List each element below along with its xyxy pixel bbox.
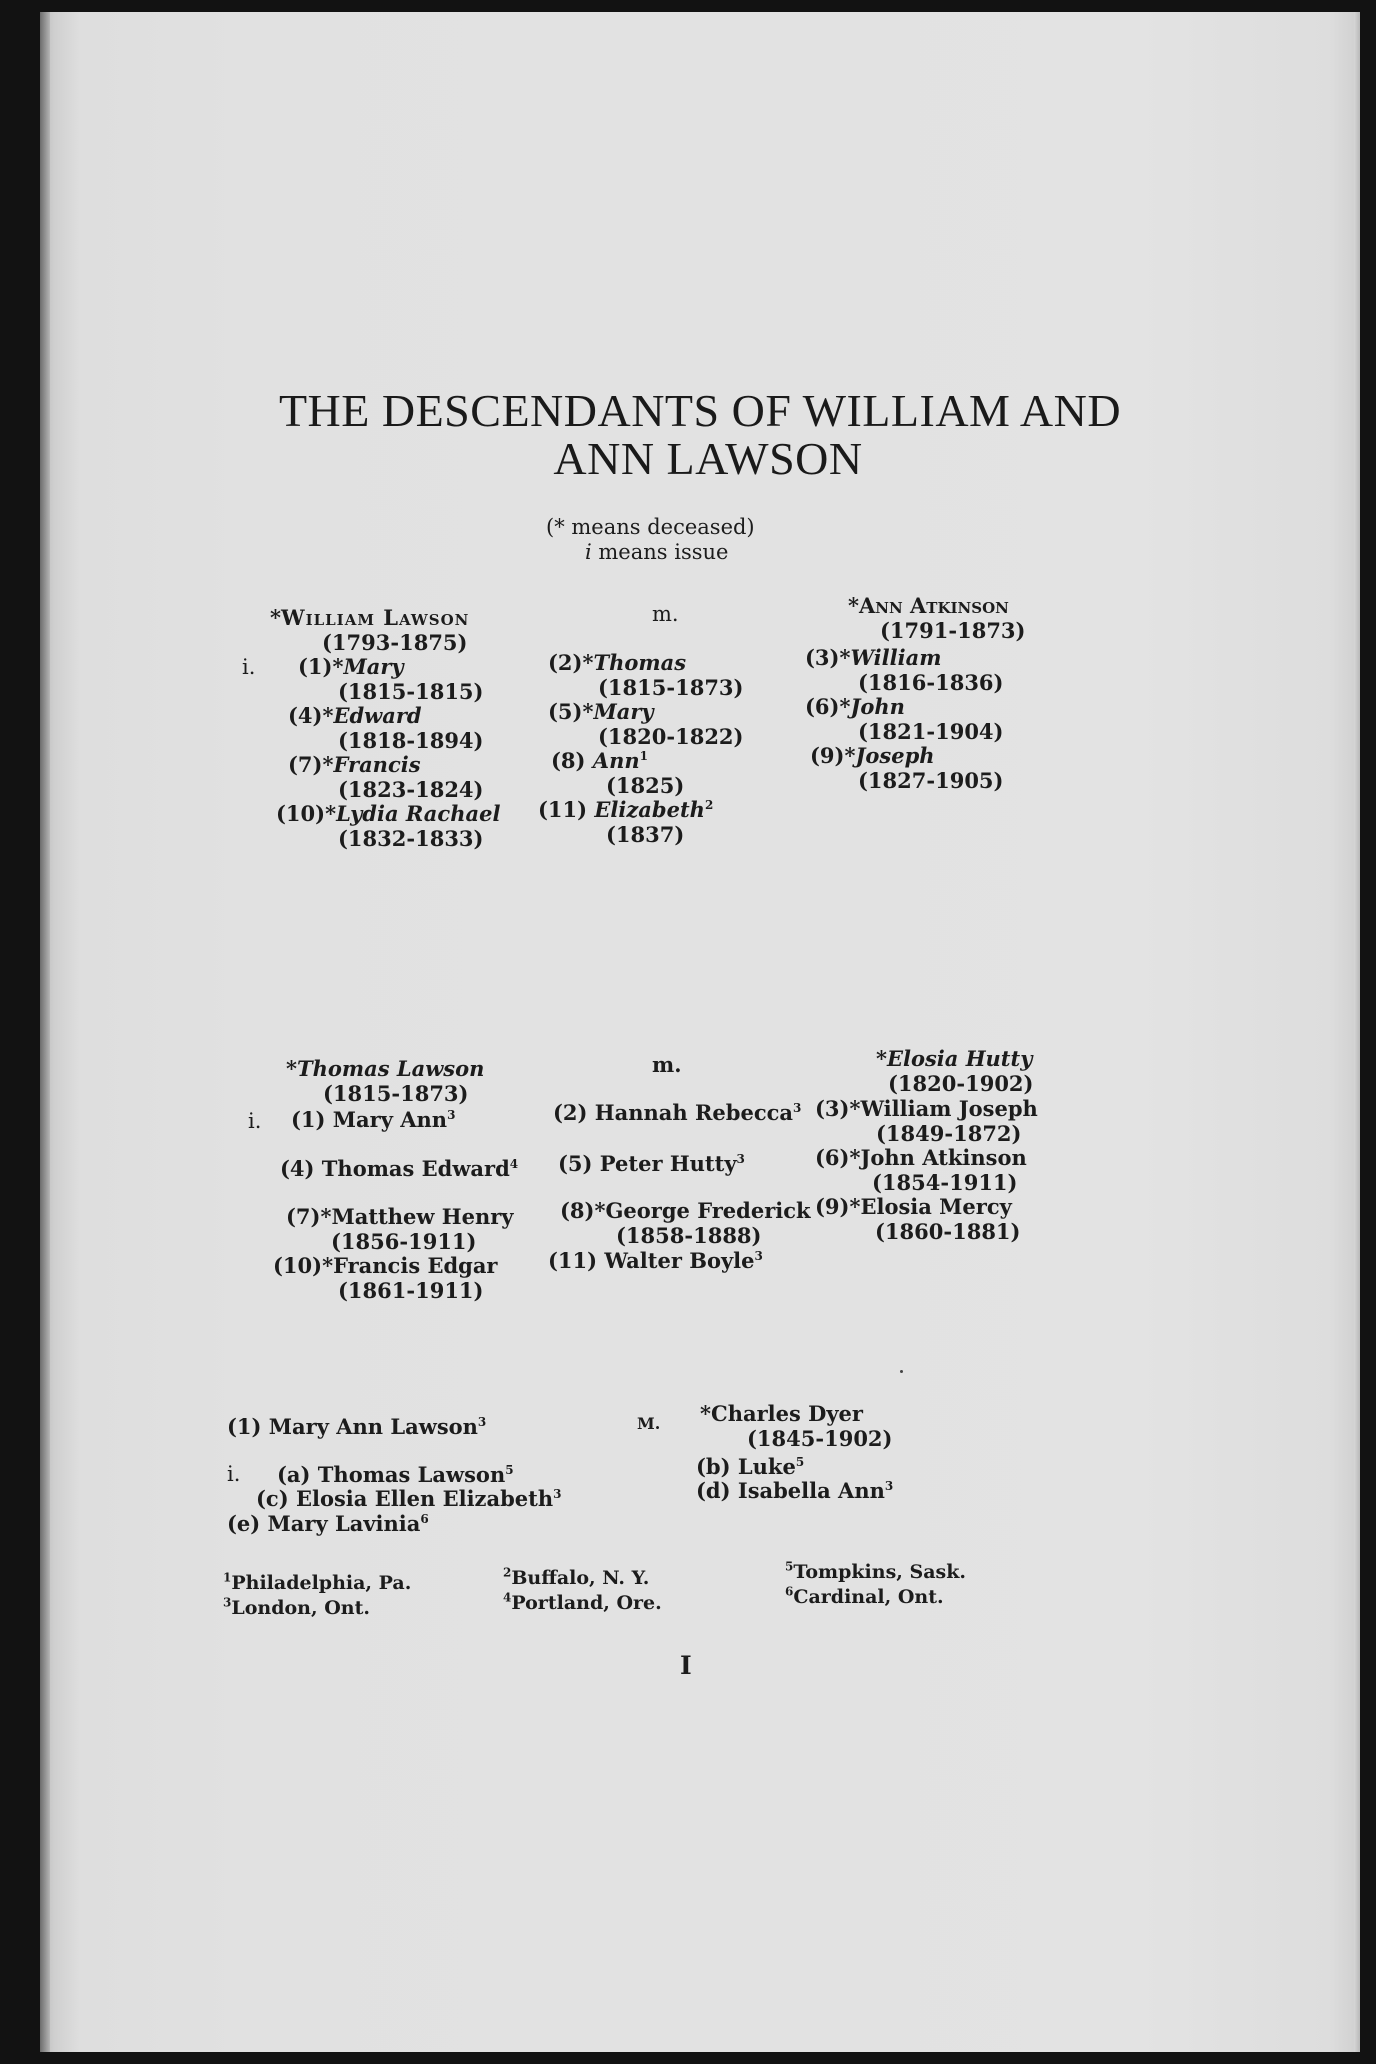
- child-name: Luke: [737, 1454, 796, 1479]
- child-name: John Atkinson: [860, 1145, 1027, 1170]
- footnote-ref: 5: [795, 1455, 805, 1469]
- child-number: (3)*: [815, 1096, 861, 1121]
- child-8: [551, 750, 648, 771]
- child-name: Isabella Ann: [737, 1478, 885, 1503]
- child-name: Joseph: [855, 743, 935, 768]
- footnote-4: [503, 1590, 662, 1614]
- wife-name: [848, 595, 1009, 616]
- child-6: [805, 696, 905, 717]
- child-1: [298, 656, 404, 677]
- child-name: Ann: [592, 748, 640, 773]
- footnote-ref: 1: [639, 749, 648, 763]
- child-number: (7)*: [288, 752, 334, 777]
- legend-deceased: (* means deceased): [546, 515, 755, 539]
- child-name: Elosia Mercy: [860, 1194, 1012, 1219]
- child-number: (1): [291, 1107, 326, 1132]
- child-name: Hannah Rebecca: [594, 1100, 794, 1125]
- footnote-place: Philadelphia, Pa.: [231, 1572, 412, 1594]
- spouse-name: Mary Ann Lawson: [268, 1414, 478, 1439]
- child-9-years: (1860-1881): [875, 1219, 1021, 1244]
- footnote-number: 5: [785, 1559, 794, 1574]
- child-number: (b): [696, 1454, 731, 1479]
- child-10: [276, 803, 500, 824]
- footnote-6: [785, 1584, 944, 1608]
- child-number: (1)*: [298, 654, 344, 679]
- child-name: Elizabeth: [594, 797, 705, 822]
- deceased-star: *: [270, 605, 281, 630]
- child-name: John: [850, 694, 905, 719]
- child-number: (e): [227, 1511, 261, 1536]
- child-7-years: (1856-1911): [331, 1229, 477, 1254]
- child-number: (4)*: [288, 703, 334, 728]
- child-9: [810, 745, 935, 766]
- wife-name: *Elosia Hutty: [876, 1046, 1033, 1071]
- child-number: (d): [696, 1478, 731, 1503]
- child-number: (4): [280, 1156, 315, 1181]
- issue-text: means issue: [591, 540, 729, 564]
- child-6: [815, 1147, 1027, 1168]
- child-number: (7)*: [286, 1204, 332, 1229]
- child-6-years: (1821-1904): [858, 719, 1004, 744]
- child-3: [805, 647, 941, 668]
- page-number: I: [680, 1651, 692, 1680]
- child-name: Thomas Edward: [321, 1156, 510, 1181]
- child-name: Walter Boyle: [604, 1248, 755, 1273]
- child-a: [277, 1464, 514, 1485]
- footnote-ref: 3: [553, 1487, 562, 1501]
- child-7: [288, 754, 421, 775]
- child-name: Lydia Rachael: [336, 801, 501, 826]
- child-3-years: (1816-1836): [858, 670, 1004, 695]
- issue-letter: i: [585, 540, 592, 564]
- footnote-2: [503, 1565, 650, 1589]
- child-number: (10)*: [276, 801, 337, 826]
- footnote-place: Portland, Ore.: [511, 1592, 662, 1614]
- child-name: Matthew Henry: [331, 1204, 514, 1229]
- child-name: Mary Lavinia: [267, 1511, 421, 1536]
- married-label: m.: [652, 602, 679, 626]
- footnote-place: Tompkins, Sask.: [793, 1561, 967, 1583]
- issue-marker: i.: [227, 1462, 241, 1486]
- footnote-ref: 3: [884, 1479, 894, 1493]
- footnote-ref: 4: [509, 1157, 519, 1171]
- footnote-ref: 6: [420, 1512, 429, 1526]
- child-number: (3)*: [805, 645, 851, 670]
- child-c: [256, 1488, 561, 1509]
- child-name: Peter Hutty: [599, 1151, 737, 1176]
- child-5: [548, 701, 654, 722]
- footnote-ref: 2: [704, 798, 714, 812]
- issue-marker: i.: [242, 655, 256, 679]
- child-name: Francis Edgar: [333, 1253, 498, 1278]
- child-number: (c): [256, 1486, 289, 1511]
- wife-name: *Charles Dyer: [700, 1401, 863, 1426]
- child-2: [548, 652, 686, 673]
- child-11-years: (1837): [606, 822, 685, 847]
- child-number: (6)*: [805, 694, 851, 719]
- book-page: [40, 12, 1360, 2052]
- child-name: George Frederick: [605, 1198, 811, 1223]
- footnote-ref: 3: [754, 1249, 763, 1263]
- child-name: Thomas: [593, 650, 687, 675]
- footnote-ref: 3: [447, 1108, 456, 1122]
- spouse-number: (1): [227, 1414, 262, 1439]
- child-d: [696, 1480, 893, 1501]
- child-2-years: (1815-1873): [598, 675, 744, 700]
- child-number: (11): [538, 797, 588, 822]
- child-1: [291, 1109, 455, 1130]
- child-number: (11): [548, 1248, 598, 1273]
- print-speck: [900, 1370, 903, 1373]
- footnote-number: 2: [503, 1565, 512, 1580]
- child-name: Elosia Ellen Elizabeth: [295, 1486, 554, 1511]
- child-b: [696, 1456, 804, 1477]
- child-10: [273, 1255, 498, 1276]
- issue-marker: i.: [248, 1109, 262, 1133]
- child-name: William Joseph: [860, 1096, 1038, 1121]
- child-4-years: (1818-1894): [338, 728, 484, 753]
- footnote-place: Buffalo, N. Y.: [511, 1567, 650, 1589]
- child-8: [560, 1200, 811, 1221]
- child-3: [815, 1098, 1038, 1119]
- child-number: (5)*: [548, 699, 594, 724]
- footnote-ref: 3: [793, 1101, 802, 1115]
- page-edge: [1354, 12, 1360, 2052]
- child-number: (8): [551, 748, 586, 773]
- child-8-years: (1825): [606, 773, 685, 798]
- child-number: (6)*: [815, 1145, 861, 1170]
- child-2: [553, 1102, 801, 1123]
- child-3-years: (1849-1872): [876, 1121, 1022, 1146]
- child-4: [288, 705, 422, 726]
- child-9: [815, 1196, 1012, 1217]
- child-10-years: (1832-1833): [338, 826, 484, 851]
- child-name: William: [850, 645, 942, 670]
- wife-years: (1820-1902): [888, 1071, 1034, 1096]
- footnote-number: 1: [223, 1570, 232, 1585]
- child-name: Mary Ann: [332, 1107, 448, 1132]
- child-number: (10)*: [273, 1253, 334, 1278]
- footnote-number: 6: [785, 1584, 794, 1599]
- married-label: M.: [637, 1414, 661, 1433]
- footnote-ref: 3: [736, 1152, 745, 1166]
- footnote-ref: 3: [477, 1415, 487, 1429]
- husband-name: *Thomas Lawson: [286, 1056, 485, 1081]
- child-11: [538, 799, 713, 820]
- wife-years: (1791-1873): [880, 618, 1026, 643]
- child-number: (5): [558, 1151, 593, 1176]
- footnote-place: London, Ont.: [231, 1597, 370, 1619]
- footnote-number: 4: [503, 1590, 512, 1605]
- child-4: [280, 1158, 518, 1179]
- wife-years: (1845-1902): [747, 1426, 893, 1451]
- deceased-star: *: [848, 593, 859, 618]
- legend-issue: [585, 542, 728, 563]
- book-gutter: [40, 12, 50, 2052]
- footnote-number: 3: [223, 1595, 232, 1610]
- husband-name-text: William Lawson: [280, 605, 470, 630]
- page-title-line-1: THE DESCENDANTS OF WILLIAM AND: [278, 385, 1122, 436]
- child-number: (a): [277, 1462, 311, 1487]
- child-8-years: (1858-1888): [616, 1223, 762, 1248]
- child-9-years: (1827-1905): [858, 768, 1004, 793]
- child-name: Edward: [333, 703, 422, 728]
- child-number: (9)*: [815, 1194, 861, 1219]
- wife-name-text: Ann Atkinson: [858, 593, 1009, 618]
- child-name: Thomas Lawson: [317, 1462, 506, 1487]
- child-number: (2): [553, 1100, 588, 1125]
- page-title-line-2: ANN LAWSON: [553, 433, 863, 484]
- husband-name: [227, 1416, 486, 1437]
- footnote-3: [223, 1595, 370, 1619]
- child-name: Mary: [593, 699, 654, 724]
- husband-years: (1815-1873): [323, 1081, 469, 1106]
- child-11: [548, 1250, 763, 1271]
- child-name: Francis: [333, 752, 421, 777]
- child-7: [286, 1206, 513, 1227]
- child-5-years: (1820-1822): [598, 724, 744, 749]
- child-6-years: (1854-1911): [872, 1170, 1018, 1195]
- child-e: [227, 1513, 429, 1534]
- husband-years: (1793-1875): [322, 630, 468, 655]
- footnote-1: [223, 1570, 412, 1594]
- married-label: m.: [652, 1052, 682, 1077]
- child-name: Mary: [343, 654, 404, 679]
- child-5: [558, 1153, 745, 1174]
- child-number: (2)*: [548, 650, 594, 675]
- footnote-5: [785, 1559, 967, 1583]
- footnote-place: Cardinal, Ont.: [793, 1586, 944, 1608]
- child-10-years: (1861-1911): [338, 1278, 484, 1303]
- footnote-ref: 5: [505, 1463, 514, 1477]
- child-number: (8)*: [560, 1198, 606, 1223]
- child-1-years: (1815-1815): [338, 679, 484, 704]
- child-number: (9)*: [810, 743, 856, 768]
- child-7-years: (1823-1824): [338, 777, 484, 802]
- husband-name: [270, 607, 469, 628]
